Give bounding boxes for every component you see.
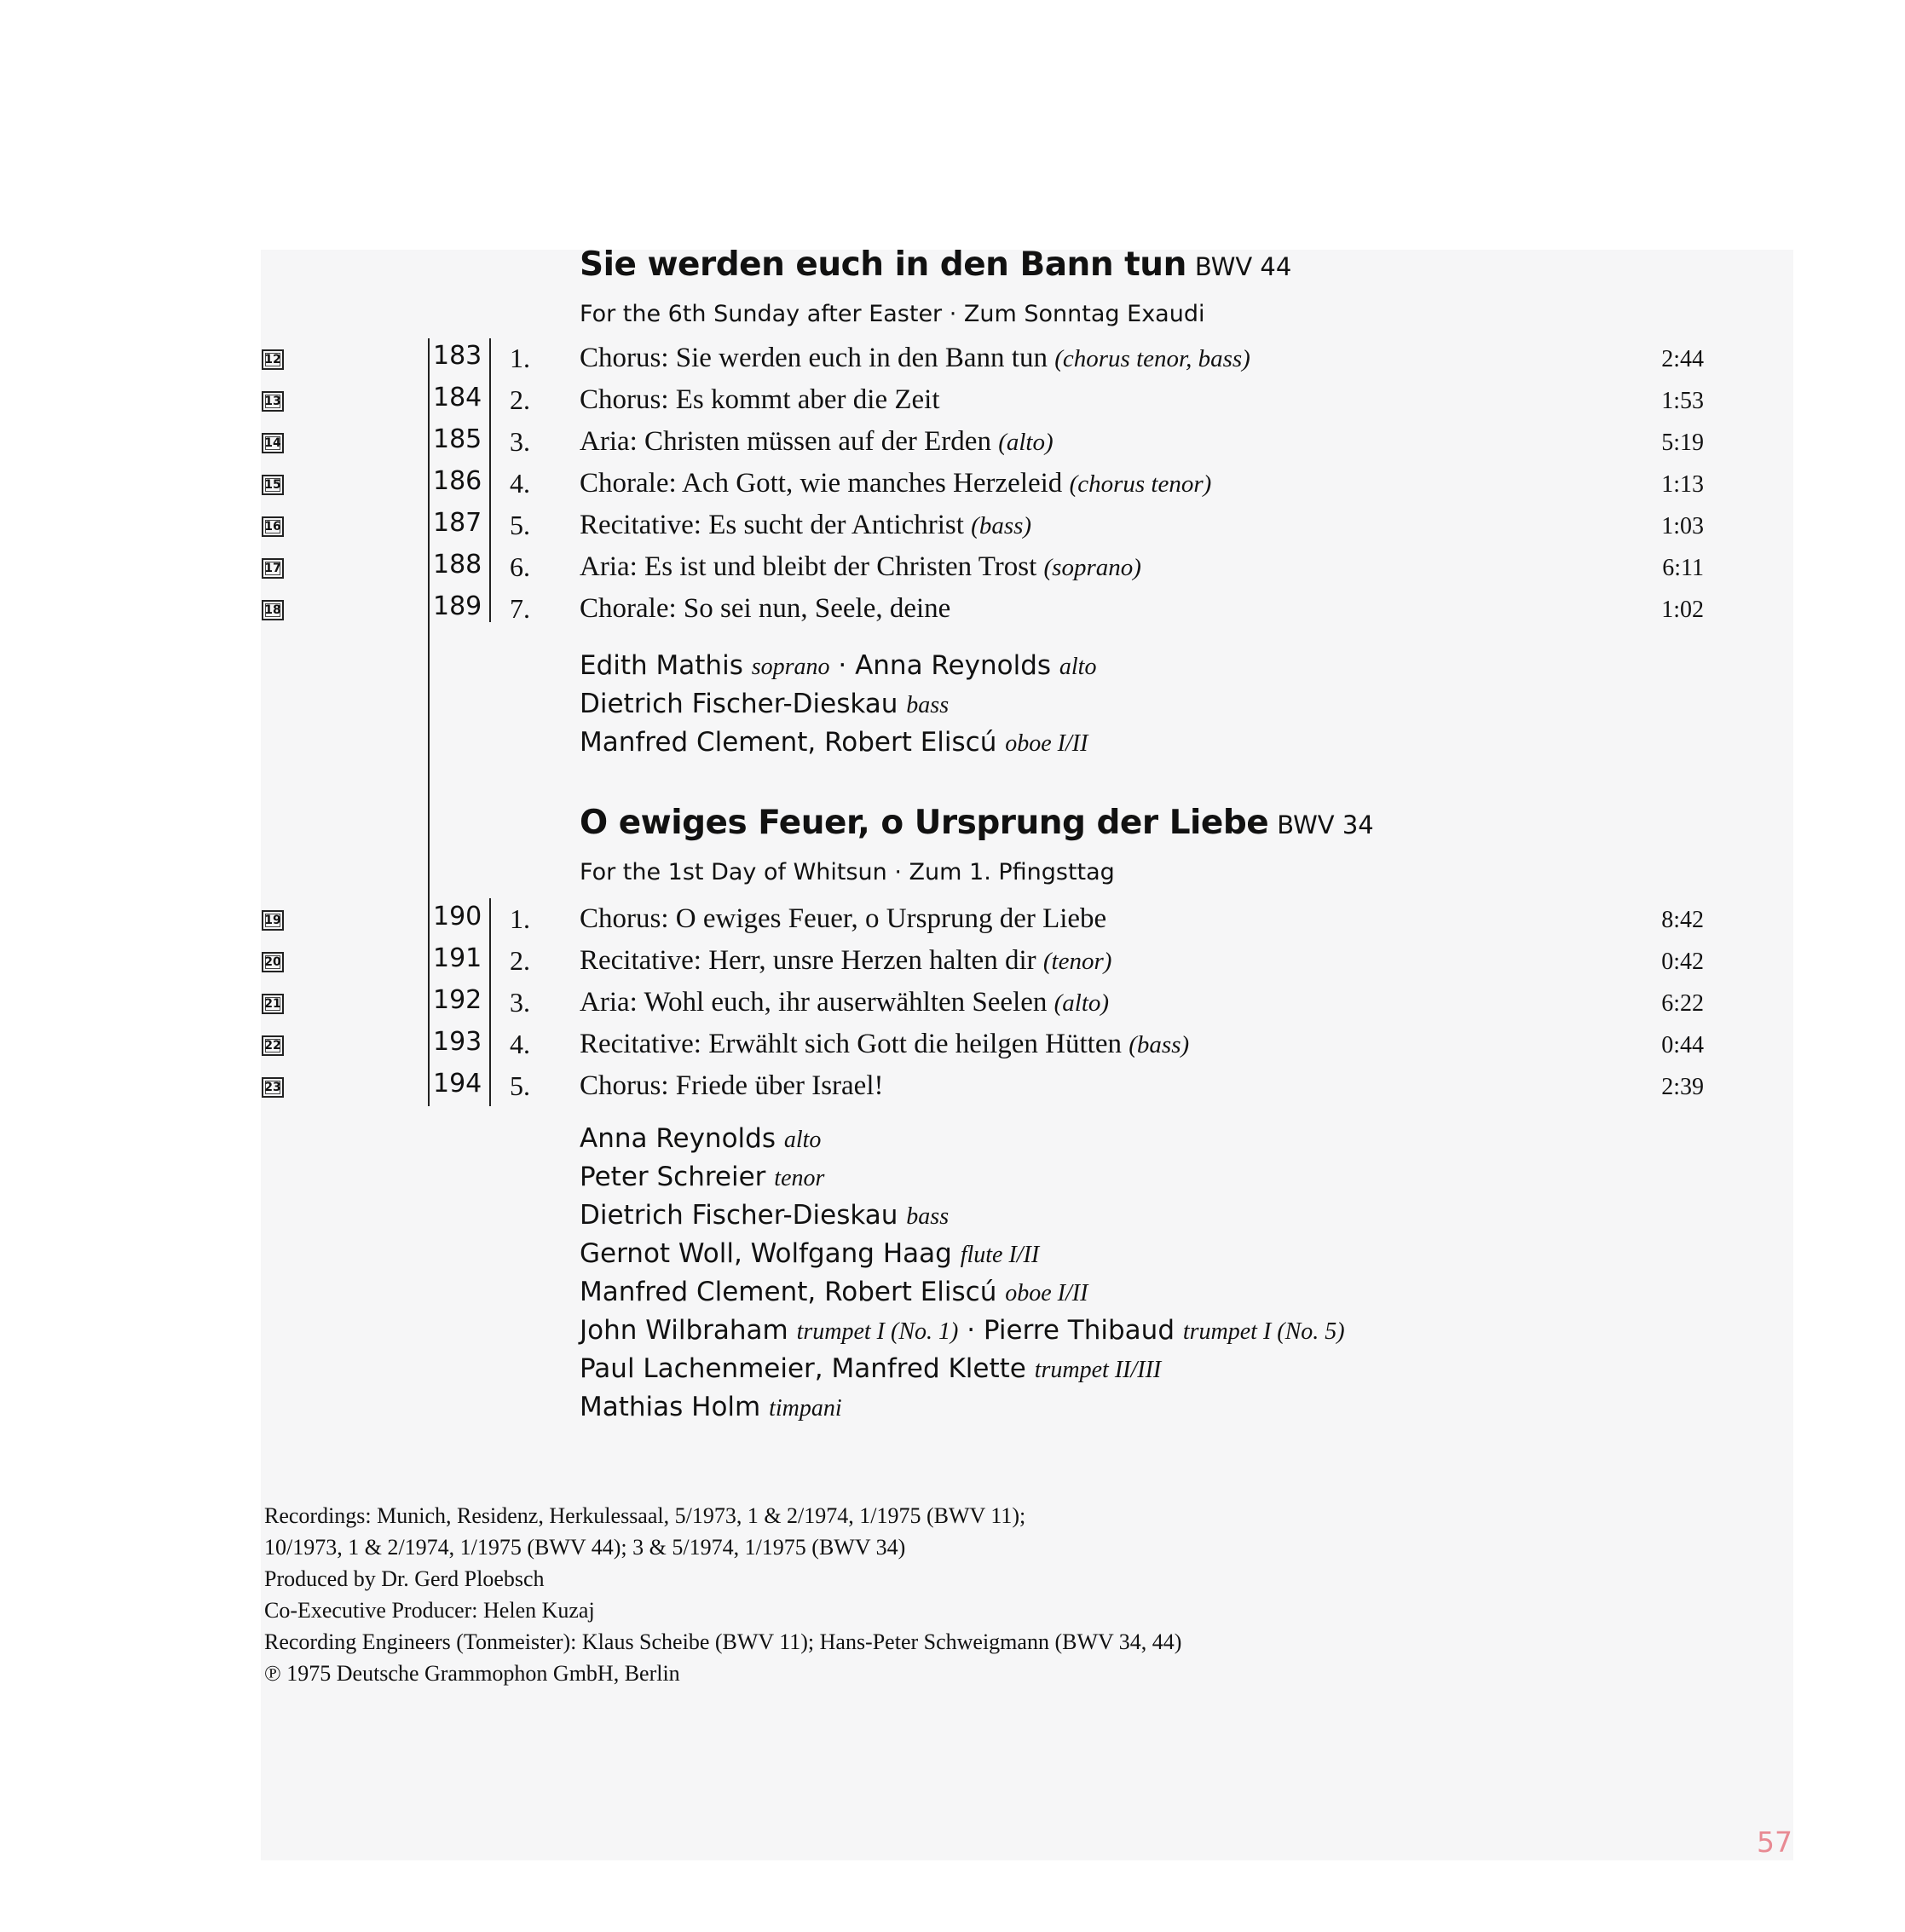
cd-index: 189	[433, 591, 482, 621]
track-row	[0, 383, 1905, 424]
performer-name: Manfred Clement, Robert Eliscú	[580, 727, 997, 758]
movement-title-text: Chorale: Ach Gott, wie manches Herzeleid	[580, 468, 1063, 499]
work-title-2	[580, 804, 1374, 842]
track-duration: 1:53	[1661, 388, 1704, 414]
movement-voice: (alto)	[1054, 989, 1110, 1017]
track-number-box	[262, 952, 284, 972]
movement-title-text: Recitative: Es sucht der Antichrist	[580, 510, 964, 540]
work-bwv: BWV 34	[1277, 810, 1374, 839]
movement-title-text: Chorus: Es kommt aber die Zeit	[580, 384, 940, 415]
track-row	[0, 424, 1905, 465]
movement-title-text: Chorale: So sei nun, Seele, deine	[580, 593, 951, 624]
work-title-1	[580, 245, 1291, 284]
track-row	[0, 1027, 1905, 1068]
track-row	[0, 591, 1905, 632]
performer-line	[580, 1392, 842, 1422]
movement-number: 1.	[510, 903, 530, 934]
track-duration: 0:44	[1661, 1032, 1704, 1058]
track-number-box	[262, 516, 284, 537]
cd-index: 188	[433, 550, 482, 580]
separator-dot: ·	[958, 1315, 984, 1346]
recording-credits	[264, 1500, 1181, 1689]
performer-line	[580, 1315, 1345, 1346]
page-number: 57	[1757, 1825, 1792, 1859]
performer-line	[580, 1162, 824, 1192]
movement-title	[580, 343, 1250, 374]
track-row	[0, 1069, 1905, 1110]
track-number: 20	[264, 955, 281, 969]
performer-name: Paul Lachenmeier, Manfred Klette	[580, 1353, 1026, 1384]
performer-name: Dietrich Fischer-Dieskau	[580, 689, 898, 719]
track-duration: 2:44	[1661, 346, 1704, 372]
cd-index: 185	[433, 424, 482, 454]
work-title-text: O ewiges Feuer, o Ursprung der Liebe	[580, 804, 1269, 842]
performer-name: Edith Mathis	[580, 650, 743, 681]
track-duration: 1:02	[1661, 597, 1704, 623]
performer-name: Mathias Holm	[580, 1392, 761, 1422]
track-duration: 1:03	[1661, 513, 1704, 539]
track-number-box	[262, 994, 284, 1014]
performer-name: Anna Reynolds	[855, 650, 1052, 681]
track-duration: 6:11	[1662, 555, 1704, 581]
performer-name: John Wilbraham	[580, 1315, 788, 1346]
performer-line	[580, 689, 949, 719]
movement-title	[580, 1070, 883, 1102]
performer-line	[580, 1123, 821, 1154]
movement-title	[580, 468, 1211, 499]
movement-number: 5.	[510, 510, 530, 540]
track-number-box	[262, 1035, 284, 1056]
movement-number: 7.	[510, 593, 530, 624]
track-number-box	[262, 558, 284, 579]
movement-voice: (bass)	[1129, 1031, 1190, 1058]
performer-name: Manfred Clement, Robert Eliscú	[580, 1277, 997, 1307]
performer-name: Peter Schreier	[580, 1162, 766, 1192]
movement-title-text: Chorus: O ewiges Feuer, o Ursprung der Liebe	[580, 903, 1107, 934]
movement-voice: (alto)	[998, 429, 1054, 456]
credit-line: 10/1973, 1 & 2/1974, 1/1975 (BWV 44); 3 & 5/1974, 1/1975 (BWV 34)	[264, 1535, 906, 1560]
movement-number: 5.	[510, 1070, 530, 1101]
performer-line	[580, 727, 1088, 758]
performer-name: Anna Reynolds	[580, 1123, 776, 1154]
performer-name: Pierre Thibaud	[983, 1315, 1175, 1346]
track-row	[0, 341, 1905, 382]
movement-title	[580, 384, 940, 416]
movement-title-text: Aria: Es ist und bleibt der Christen Trost	[580, 551, 1037, 582]
performer-role: bass	[906, 692, 950, 718]
performer-role: timpani	[769, 1395, 842, 1422]
movement-title-text: Recitative: Erwählt sich Gott die heilgen Hütten	[580, 1029, 1122, 1059]
credit-line: Recordings: Munich, Residenz, Herkulessaal, 5/1973, 1 & 2/1974, 1/1975 (BWV 11);	[264, 1503, 1026, 1528]
track-duration: 5:19	[1661, 430, 1704, 456]
track-duration: 1:13	[1661, 471, 1704, 498]
performer-name: Gernot Woll, Wolfgang Haag	[580, 1238, 952, 1269]
cd-index: 187	[433, 508, 482, 538]
work-occasion-1: For the 6th Sunday after Easter · Zum Sonntag Exaudi	[580, 301, 1205, 327]
movement-number: 2.	[510, 384, 530, 415]
movement-number: 1.	[510, 343, 530, 373]
track-number-box	[262, 391, 284, 412]
track-duration: 0:42	[1661, 949, 1704, 975]
movement-voice: (bass)	[971, 512, 1032, 539]
track-row	[0, 550, 1905, 591]
track-number: 12	[264, 353, 281, 366]
index-column-right-rule-1	[489, 338, 491, 622]
cd-index: 184	[433, 383, 482, 412]
track-number-box	[262, 475, 284, 495]
track-number: 23	[264, 1081, 281, 1094]
movement-number: 4.	[510, 468, 530, 499]
track-number: 21	[264, 997, 281, 1011]
credit-line: Produced by Dr. Gerd Ploebsch	[264, 1566, 545, 1591]
index-column-right-rule-2	[489, 898, 491, 1106]
movement-title-text: Aria: Christen müssen auf der Erden	[580, 426, 991, 457]
performer-role: trumpet I (No. 5)	[1182, 1318, 1345, 1345]
movement-title	[580, 903, 1106, 935]
track-number: 22	[264, 1039, 281, 1053]
track-row	[0, 985, 1905, 1026]
movement-title-text: Aria: Wohl euch, ihr auserwählten Seelen	[580, 987, 1048, 1018]
track-number-box	[262, 349, 284, 370]
track-number-box	[262, 1077, 284, 1098]
movement-number: 6.	[510, 551, 530, 582]
track-number: 18	[264, 603, 281, 617]
movement-title	[580, 1029, 1189, 1060]
performer-role: bass	[906, 1203, 950, 1230]
movement-title	[580, 987, 1109, 1018]
track-number: 15	[264, 478, 281, 492]
movement-number: 4.	[510, 1029, 530, 1059]
track-duration: 8:42	[1661, 907, 1704, 933]
credit-line: Co-Executive Producer: Helen Kuzaj	[264, 1598, 595, 1623]
cd-index: 183	[433, 341, 482, 371]
credit-line: ℗ 1975 Deutsche Grammophon GmbH, Berlin	[264, 1661, 680, 1686]
track-number: 14	[264, 436, 281, 450]
movement-title-text: Chorus: Sie werden euch in den Bann tun	[580, 343, 1048, 373]
work-title-text: Sie werden euch in den Bann tun	[580, 245, 1186, 284]
track-number: 13	[264, 395, 281, 408]
credit-line: Recording Engineers (Tonmeister): Klaus Scheibe (BWV 11); Hans-Peter Schweigmann (BWV 34, 44)	[264, 1629, 1182, 1654]
performer-role: tenor	[774, 1165, 825, 1191]
performer-role: oboe I/II	[1005, 1280, 1088, 1306]
movement-title	[580, 593, 950, 625]
cd-index: 194	[433, 1069, 482, 1099]
work-occasion-2: For the 1st Day of Whitsun · Zum 1. Pfingsttag	[580, 859, 1115, 885]
separator-dot: ·	[829, 650, 856, 681]
track-number-box	[262, 433, 284, 453]
movement-voice: (soprano)	[1043, 554, 1141, 581]
movement-voice: (chorus tenor, bass)	[1054, 345, 1250, 372]
performer-role: soprano	[751, 654, 830, 680]
track-duration: 2:39	[1661, 1074, 1704, 1100]
movement-title	[580, 945, 1111, 977]
performer-line	[580, 1238, 1039, 1269]
movement-voice: (tenor)	[1042, 948, 1112, 975]
work-bwv: BWV 44	[1194, 252, 1292, 281]
track-duration: 6:22	[1661, 990, 1704, 1017]
track-number: 16	[264, 520, 281, 533]
track-row	[0, 508, 1905, 549]
track-number: 17	[264, 562, 281, 575]
index-column-left-rule	[428, 338, 430, 1106]
movement-title-text: Recitative: Herr, unsre Herzen halten dir	[580, 945, 1036, 976]
track-row	[0, 902, 1905, 943]
performer-line	[580, 1277, 1088, 1307]
movement-voice: (chorus tenor)	[1069, 470, 1212, 498]
track-row	[0, 943, 1905, 984]
performer-line	[580, 1200, 949, 1231]
track-number-box	[262, 910, 284, 931]
movement-number: 3.	[510, 987, 530, 1018]
cd-index: 186	[433, 466, 482, 496]
performer-role: trumpet I (No. 1)	[796, 1318, 959, 1345]
performer-role: oboe I/II	[1005, 730, 1088, 757]
cd-index: 191	[433, 943, 482, 973]
movement-number: 3.	[510, 426, 530, 457]
movement-title	[580, 510, 1031, 541]
movement-title	[580, 551, 1141, 583]
movement-title	[580, 426, 1054, 458]
performer-line	[580, 1353, 1161, 1384]
performer-name: Dietrich Fischer-Dieskau	[580, 1200, 898, 1231]
track-row	[0, 466, 1905, 507]
performer-role: flute I/II	[960, 1242, 1040, 1268]
track-number: 19	[264, 914, 281, 927]
performer-role: trumpet II/III	[1034, 1357, 1162, 1383]
cd-index: 190	[433, 902, 482, 931]
cd-index: 192	[433, 985, 482, 1015]
movement-title-text: Chorus: Friede über Israel!	[580, 1070, 884, 1101]
performer-role: alto	[783, 1127, 822, 1153]
performer-role: alto	[1059, 654, 1097, 680]
cd-index: 193	[433, 1027, 482, 1057]
track-number-box	[262, 600, 284, 620]
movement-number: 2.	[510, 945, 530, 976]
performer-line	[580, 650, 1096, 681]
